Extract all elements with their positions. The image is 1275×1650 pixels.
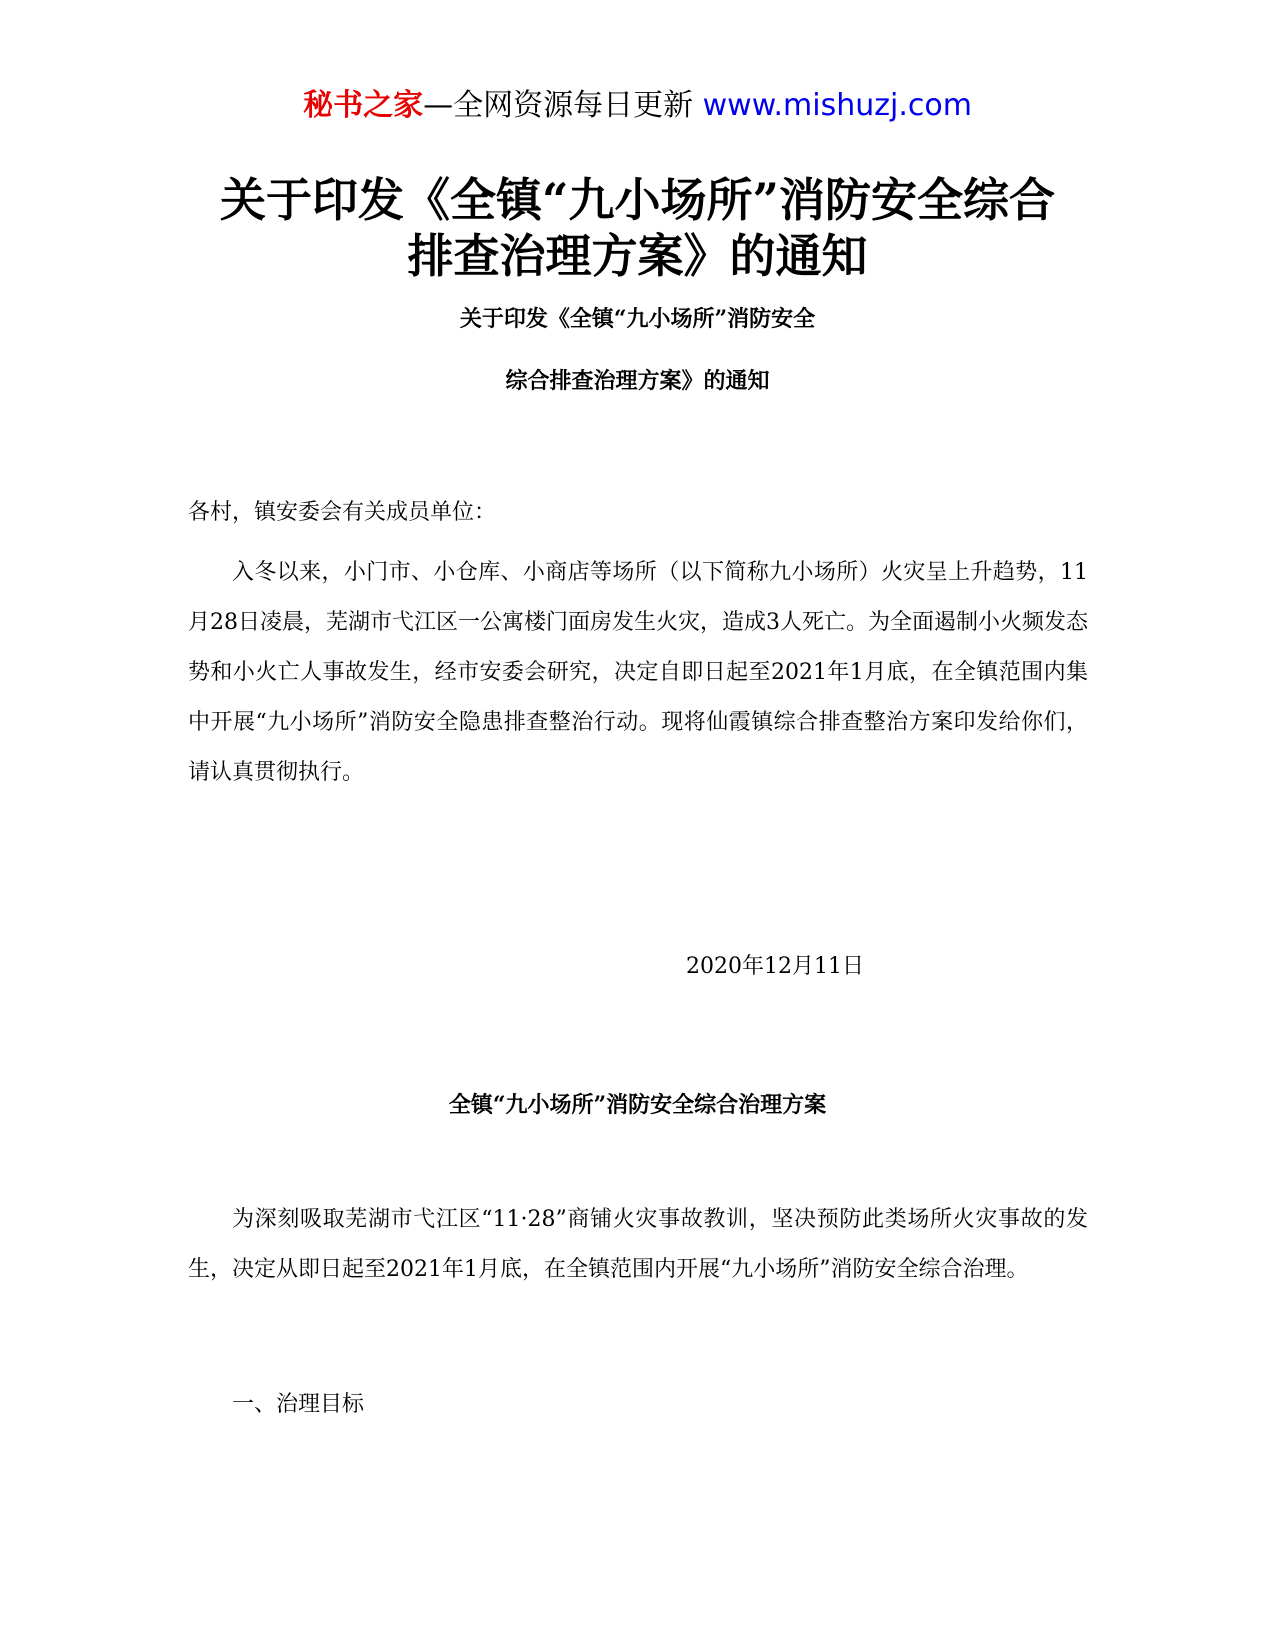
salutation: 各村，镇安委会有关成员单位： — [188, 500, 497, 525]
plan-intro: 为深刻吸取芜湖市弋江区“11·28”商铺火灾事故教训，坚决预防此类场所火灾事故的发生，决定从即日起至2021年1月底，在全镇范围内开展“九小场所”消防安全综合治理。 — [188, 1207, 1088, 1282]
main-title-line-1: 关于印发《全镇“九小场所”消防安全综合 — [220, 173, 1055, 227]
site-banner — [0, 86, 1275, 126]
issue-date: 2020年12月11日 — [686, 954, 864, 979]
sub-title-line-2: 综合排查治理方案》的通知 — [505, 368, 770, 394]
main-title — [0, 172, 1275, 284]
notice-body: 入冬以来，小门市、小仓库、小商店等场所（以下简称九小场所）火灾呈上升趋势，11月28日凌晨，芜湖市弋江区一公寓楼门面房发生火灾，造成3人死亡。为全面遏制小火频发态势和小火亡人事故发生，经市安委会研究，决定自即日起至2021年1月底，在全镇范围内集中开展“九小场所”消防安全隐患排查整治行动。现将仙霞镇综合排查整治方案印发给你们，请认真贯彻执行。 — [188, 560, 1088, 785]
main-title-line-2: 排查治理方案》的通知 — [407, 229, 868, 283]
brand-name: 秘书之家 — [303, 88, 424, 123]
section-heading: 一、治理目标 — [232, 1392, 365, 1417]
plan-title: 全镇“九小场所”消防安全综合治理方案 — [448, 1092, 827, 1118]
site-url-link[interactable]: www.mishuzj.com — [702, 88, 972, 123]
sub-title-line-1: 关于印发《全镇“九小场所”消防安全 — [459, 306, 816, 332]
banner-slogan: —全网资源每日更新 — [423, 88, 703, 123]
